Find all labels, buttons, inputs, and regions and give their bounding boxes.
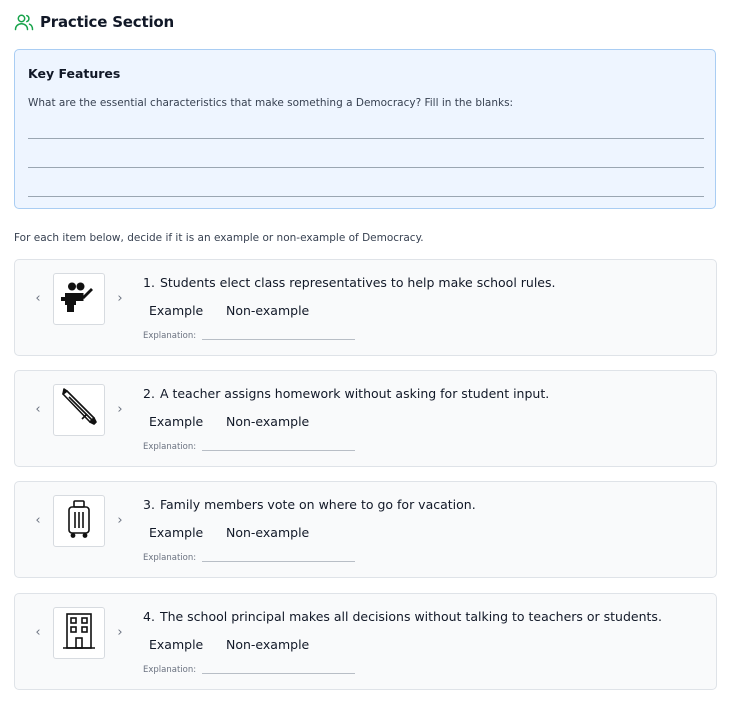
key-features-title: Key Features (28, 66, 121, 81)
building-icon (61, 611, 97, 655)
chevron-right-icon[interactable]: › (117, 624, 123, 640)
example-option[interactable]: Example (149, 414, 204, 429)
item-number: 4. (143, 609, 155, 624)
chevron-left-icon[interactable]: ‹ (35, 401, 41, 417)
explanation-input[interactable] (202, 561, 355, 562)
item-statement (143, 275, 555, 290)
chevron-right-icon[interactable]: › (117, 401, 123, 417)
item-statement (143, 609, 662, 624)
explanation-label: Explanation: (143, 553, 197, 563)
blank-line-2[interactable] (28, 167, 704, 168)
key-features-question: What are the essential characteristics that make something a Democracy? Fill in the blanks: (28, 97, 514, 109)
example-option[interactable]: Example (149, 303, 204, 318)
item-number: 1. (143, 275, 155, 290)
key-features-box (14, 49, 716, 209)
explanation-label: Explanation: (143, 665, 197, 675)
item-number: 3. (143, 497, 155, 512)
chevron-right-icon[interactable]: › (117, 512, 123, 528)
example-option[interactable]: Example (149, 637, 204, 652)
item-statement (143, 497, 476, 512)
practice-item-card (14, 481, 717, 578)
practice-item-card (14, 593, 717, 690)
non-example-option[interactable]: Non-example (226, 525, 310, 540)
item-image (53, 384, 105, 436)
section-header (14, 12, 174, 32)
practice-item-card (14, 259, 717, 356)
explanation-input[interactable] (202, 673, 355, 674)
explanation-label: Explanation: (143, 442, 197, 452)
item-text: Family members vote on where to go for vacation. (159, 497, 476, 512)
non-example-option[interactable]: Non-example (226, 637, 310, 652)
chevron-left-icon[interactable]: ‹ (35, 512, 41, 528)
item-image (53, 273, 105, 325)
users-icon (14, 12, 34, 32)
luggage-icon (64, 499, 94, 543)
item-image (53, 607, 105, 659)
blank-line-3[interactable] (28, 196, 704, 197)
pencil-icon (59, 388, 99, 432)
item-text: Students elect class representatives to help make school rules. (159, 275, 556, 290)
item-number: 2. (143, 386, 155, 401)
section-title: Practice Section (40, 13, 174, 31)
non-example-option[interactable]: Non-example (226, 414, 310, 429)
chevron-left-icon[interactable]: ‹ (35, 624, 41, 640)
blank-line-1[interactable] (28, 138, 704, 139)
explanation-input[interactable] (202, 339, 355, 340)
explanation-input[interactable] (202, 450, 355, 451)
chevron-left-icon[interactable]: ‹ (35, 290, 41, 306)
item-text: A teacher assigns homework without asking for student input. (159, 386, 550, 401)
instructions-text: For each item below, decide if it is an example or non-example of Democracy. (14, 232, 424, 244)
non-example-option[interactable]: Non-example (226, 303, 310, 318)
explanation-label: Explanation: (143, 331, 197, 341)
item-image (53, 495, 105, 547)
item-text: The school principal makes all decisions without talking to teachers or students. (159, 609, 662, 624)
presenter-icon (59, 279, 99, 319)
practice-item-card (14, 370, 717, 467)
item-statement (143, 386, 549, 401)
example-option[interactable]: Example (149, 525, 204, 540)
chevron-right-icon[interactable]: › (117, 290, 123, 306)
